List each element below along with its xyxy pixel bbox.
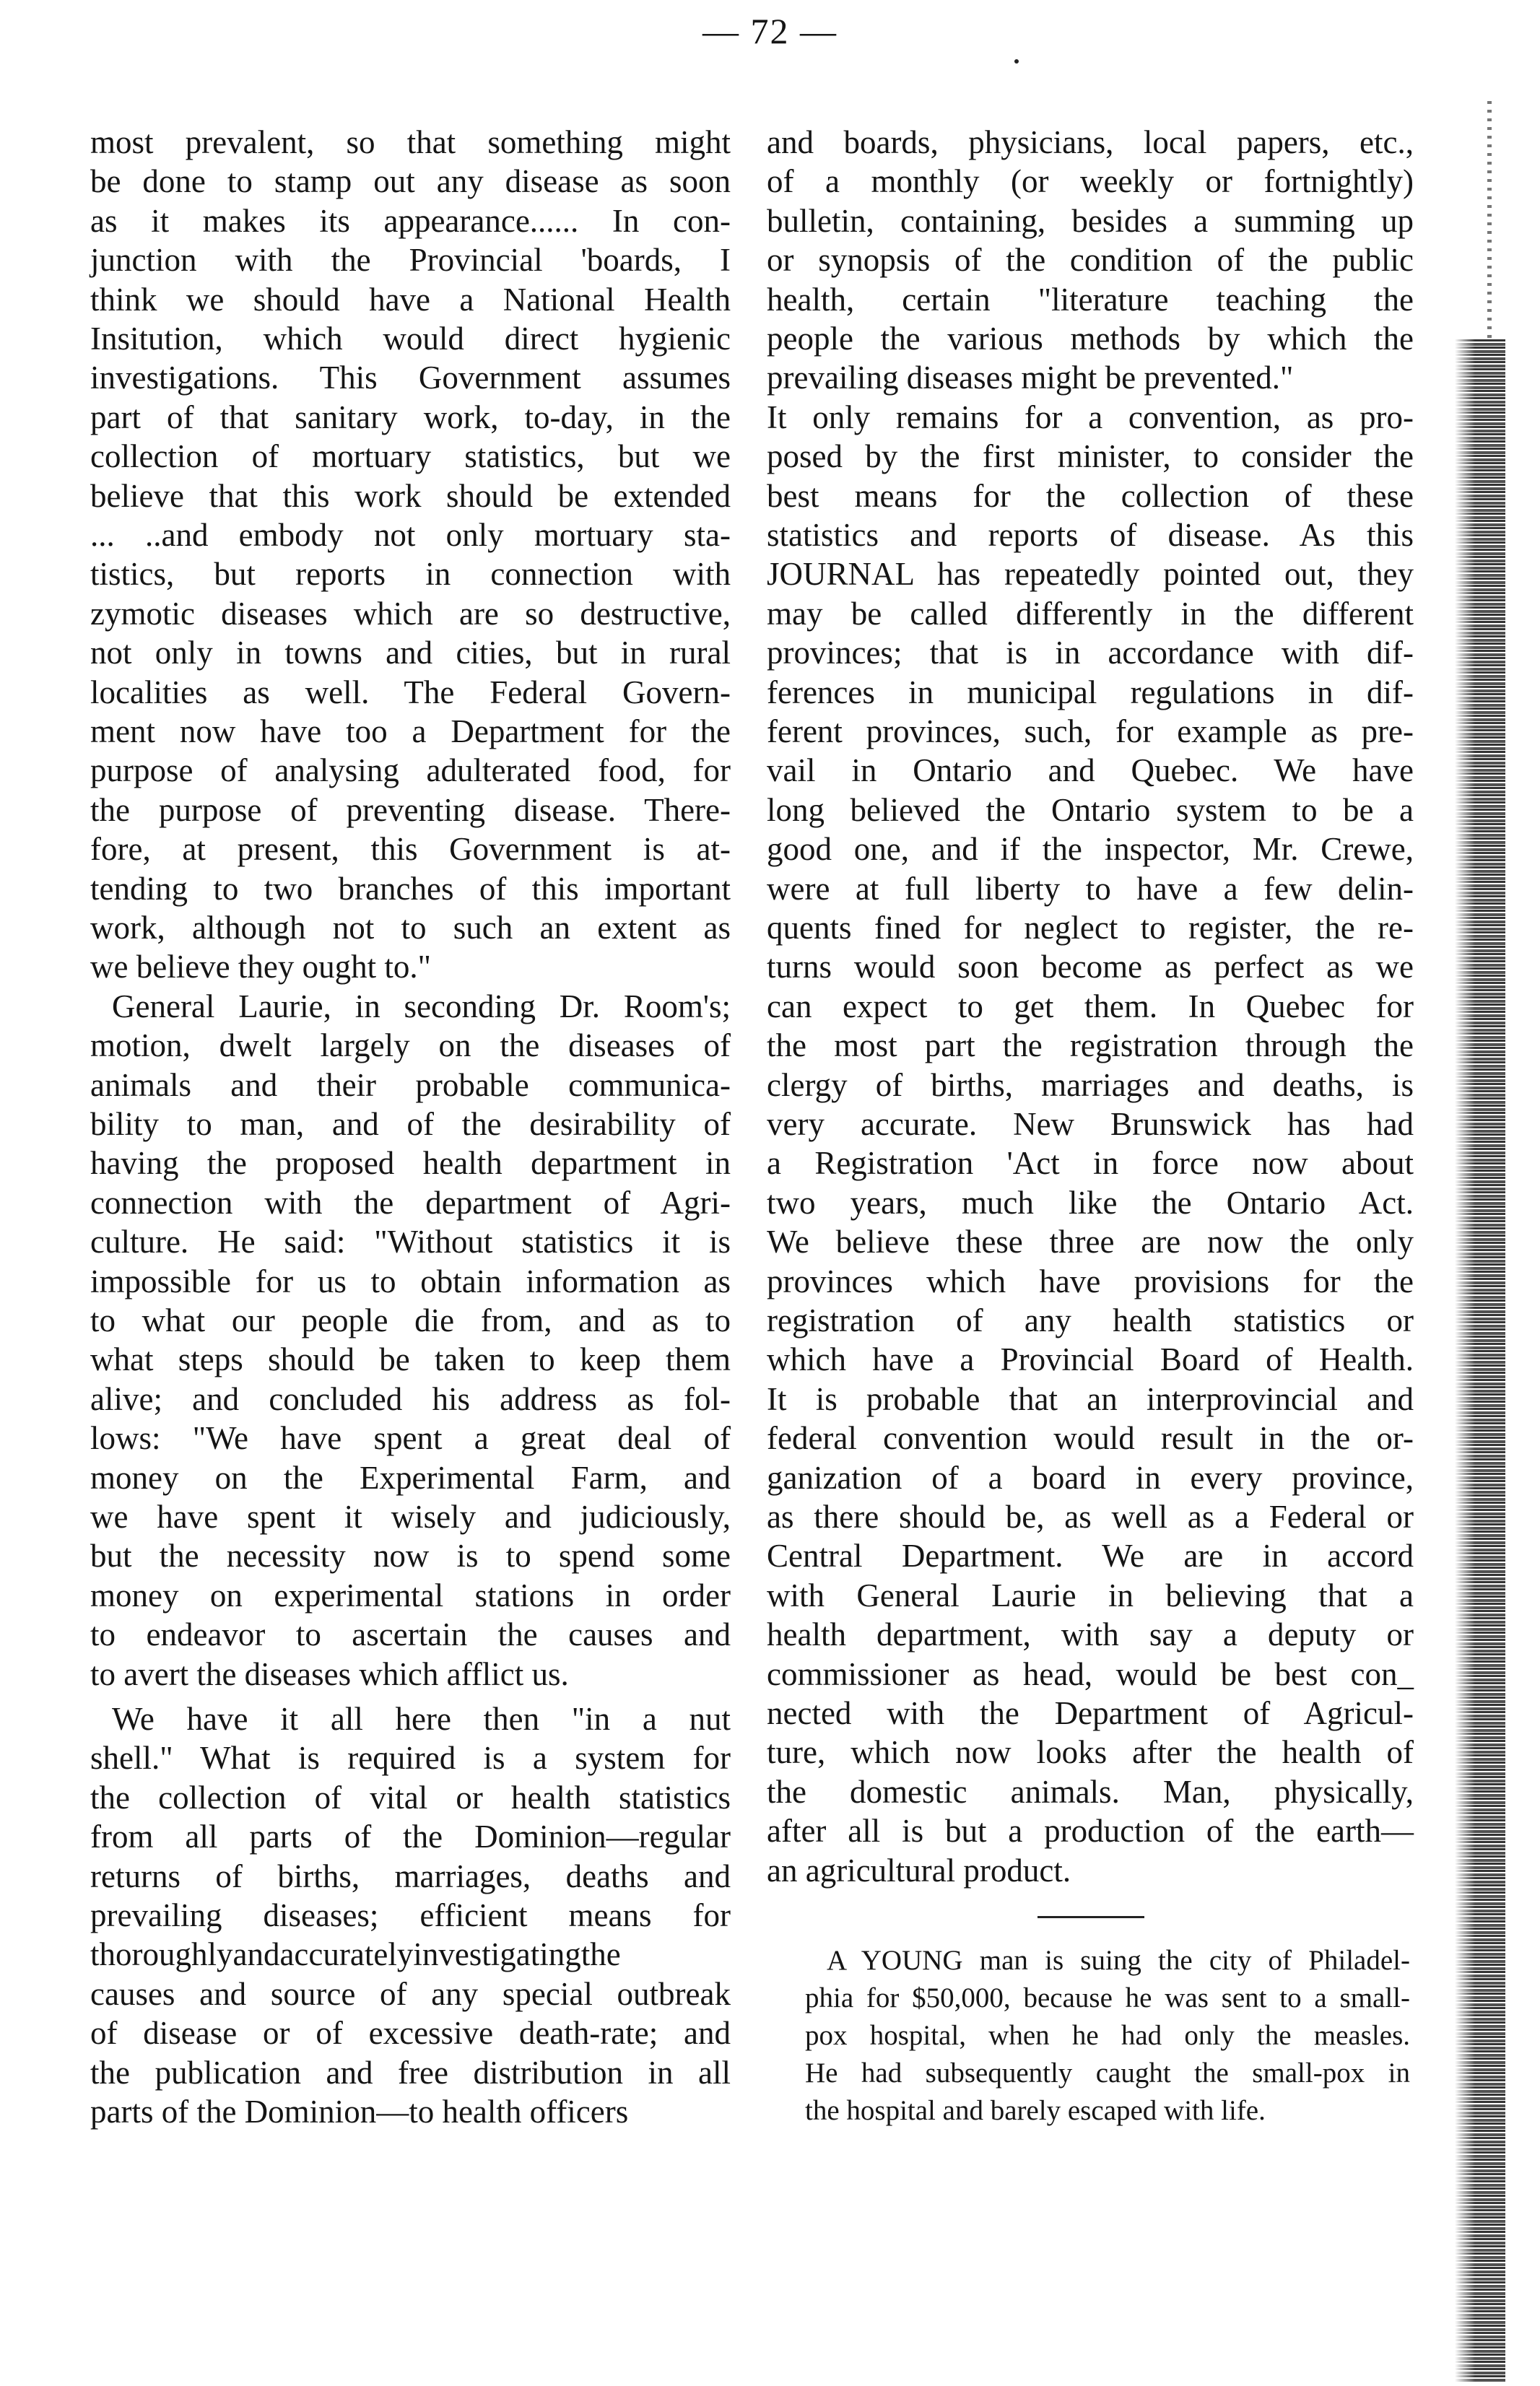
text-line: long believed the Ontario system to be a	[767, 791, 1414, 828]
text-line: commissioner as head, would be best con_	[767, 1655, 1414, 1692]
text-line: which have a Provincial Board of Health.	[767, 1341, 1414, 1378]
scan-binding-edge	[1455, 339, 1505, 2382]
text-line: connection with the department of Agri-	[90, 1184, 731, 1221]
text-line: motion, dwelt largely on the diseases of	[90, 1027, 731, 1064]
text-line: were at full liberty to have a few delin-	[767, 870, 1414, 907]
text-line: posed by the first minister, to consider the	[767, 438, 1414, 475]
text-line: can expect to get them. In Quebec for	[767, 988, 1414, 1024]
text-line: tending to two branches of this important	[90, 870, 731, 907]
text-line: Insitution, which would direct hygienic	[90, 321, 731, 357]
text-line: prevailing diseases; efficient means for	[90, 1897, 731, 1933]
text-line: vail in Ontario and Quebec. We have	[767, 752, 1414, 789]
text-line: we believe they ought to."	[90, 949, 431, 985]
text-line: may be called differently in the different	[767, 595, 1414, 632]
text-line: a Registration 'Act in force now about	[767, 1145, 1414, 1182]
text-line: clergy of births, marriages and deaths, is	[767, 1066, 1414, 1103]
text-line: returns of births, marriages, deaths and	[90, 1858, 731, 1894]
text-line: an agricultural product.	[767, 1852, 1071, 1889]
text-line: impossible for us to obtain information as	[90, 1263, 731, 1299]
text-line: of a monthly (or weekly or fortnightly)	[767, 163, 1414, 200]
text-line: investigations. This Government assumes	[90, 360, 731, 396]
text-line: thoroughlyandaccuratelyinvestigatingthe	[90, 1936, 621, 1973]
text-line: localities as well. The Federal Govern-	[90, 674, 731, 710]
text-line: of disease or of excessive death-rate; and	[90, 2015, 731, 2052]
text-line: the domestic animals. Man, physically,	[767, 1773, 1414, 1810]
text-line: provinces which have provisions for the	[767, 1263, 1414, 1299]
text-line: best means for the collection of these	[767, 477, 1414, 514]
text-line: tistics, but reports in connection with	[90, 556, 731, 593]
text-line: statistics and reports of disease. As this	[767, 517, 1414, 553]
text-line: alive; and concluded his address as fol-	[90, 1380, 731, 1417]
text-line: ferent provinces, such, for example as pre-	[767, 713, 1414, 749]
text-line: Central Department. We are in accord	[767, 1538, 1414, 1575]
text-line: two years, much like the Ontario Act.	[767, 1184, 1414, 1221]
text-line: It is probable that an interprovincial and	[767, 1380, 1414, 1417]
text-line: the collection of vital or health statistics	[90, 1779, 731, 1816]
text-line: provinces; that is in accordance with dif-	[767, 635, 1414, 671]
text-line: pox hospital, when he had only the measles.	[805, 2020, 1410, 2051]
text-line: animals and their probable communica-	[90, 1066, 731, 1103]
text-line: We have it all here then "in a nut	[112, 1701, 731, 1737]
scan-edge-artifact	[1487, 101, 1492, 339]
text-line: ... ..and embody not only mortuary sta-	[90, 517, 731, 553]
text-line: after all is but a production of the earth—	[767, 1813, 1414, 1850]
text-line: money on the Experimental Farm, and	[90, 1459, 731, 1496]
text-line: It only remains for a convention, as pro-	[767, 399, 1414, 435]
text-line: very accurate. New Brunswick has had	[767, 1106, 1414, 1142]
text-line: parts of the Dominion—to health officers	[90, 2094, 629, 2130]
text-line: zymotic diseases which are so destructive,	[90, 595, 731, 632]
text-line: the hospital and barely escaped with life.	[805, 2095, 1266, 2126]
text-line: ment now have too a Department for the	[90, 713, 731, 749]
text-line: the purpose of preventing disease. There-	[90, 791, 731, 828]
text-line: what steps should be taken to keep them	[90, 1341, 731, 1378]
text-line: JOURNAL has repeatedly pointed out, they	[767, 556, 1414, 593]
text-line: ferences in municipal regulations in dif-	[767, 674, 1414, 710]
text-line: be done to stamp out any disease as soon	[90, 163, 731, 200]
text-line: or synopsis of the condition of the public	[767, 242, 1414, 279]
text-line: and boards, physicians, local papers, etc.,	[767, 124, 1414, 160]
text-line: purpose of analysing adulterated food, for	[90, 752, 731, 789]
text-line: collection of mortuary statistics, but we	[90, 438, 731, 475]
text-line: people the various methods by which the	[767, 321, 1414, 357]
text-line: not only in towns and cities, but in rural	[90, 635, 731, 671]
text-line: lows: "We have spent a great deal of	[90, 1420, 731, 1457]
text-line: as there should be, as well as a Federal or	[767, 1499, 1414, 1535]
text-line: health, certain "literature teaching the	[767, 281, 1414, 318]
text-line: federal convention would result in the or-	[767, 1420, 1414, 1457]
text-line: registration of any health statistics or	[767, 1302, 1414, 1338]
text-line: A YOUNG man is suing the city of Philadel-	[827, 1945, 1410, 1976]
text-line: having the proposed health department in	[90, 1145, 731, 1182]
text-line: nected with the Department of Agricul-	[767, 1695, 1414, 1731]
text-line: from all parts of the Dominion—regular	[90, 1819, 731, 1855]
text-line: we have spent it wisely and judiciously,	[90, 1499, 731, 1535]
text-line: with General Laurie in believing that a	[767, 1577, 1414, 1614]
text-line: good one, and if the inspector, Mr. Crewe,	[767, 831, 1414, 868]
text-line: General Laurie, in seconding Dr. Room's;	[112, 988, 731, 1024]
text-line: quents fined for neglect to register, the re-	[767, 910, 1414, 946]
text-line: work, although not to such an extent as	[90, 910, 731, 946]
text-line: believe that this work should be extended	[90, 477, 731, 514]
text-line: money on experimental stations in order	[90, 1577, 731, 1614]
text-line: to endeavor to ascertain the causes and	[90, 1616, 731, 1653]
text-line: as it makes its appearance...... In con-	[90, 202, 731, 239]
text-line: part of that sanitary work, to-day, in the	[90, 399, 731, 435]
text-line: health department, with say a deputy or	[767, 1616, 1414, 1653]
text-line: to avert the diseases which afflict us.	[90, 1655, 569, 1692]
text-line: We believe these three are now the only	[767, 1224, 1414, 1261]
section-divider	[1037, 1916, 1144, 1918]
text-line: bility to man, and of the desirability of	[90, 1106, 731, 1142]
text-line: bulletin, containing, besides a summing up	[767, 202, 1414, 239]
text-line: the most part the registration through the	[767, 1027, 1414, 1064]
text-line: think we should have a National Health	[90, 281, 731, 318]
page-number: — 72 —	[702, 11, 838, 51]
text-line: turns would soon become as perfect as we	[767, 949, 1414, 985]
text-line: causes and source of any special outbreak	[90, 1975, 731, 2012]
text-line: fore, at present, this Government is at-	[90, 831, 731, 868]
text-line: prevailing diseases might be prevented."	[767, 360, 1294, 396]
print-speck	[1014, 59, 1019, 64]
text-line: culture. He said: "Without statistics it is	[90, 1224, 731, 1261]
text-line: to what our people die from, and as to	[90, 1302, 731, 1338]
text-line: but the necessity now is to spend some	[90, 1538, 731, 1575]
text-line: shell." What is required is a system for	[90, 1740, 731, 1777]
text-line: ture, which now looks after the health of	[767, 1734, 1414, 1771]
text-line: phia for $50,000, because he was sent to a small-	[805, 1982, 1410, 2013]
text-line: junction with the Provincial 'boards, I	[90, 242, 731, 279]
text-line: ganization of a board in every province,	[767, 1459, 1414, 1496]
text-line: the publication and free distribution in all	[90, 2054, 731, 2091]
text-line: most prevalent, so that something might	[90, 124, 731, 160]
text-line: He had subsequently caught the small-pox in	[805, 2058, 1410, 2089]
